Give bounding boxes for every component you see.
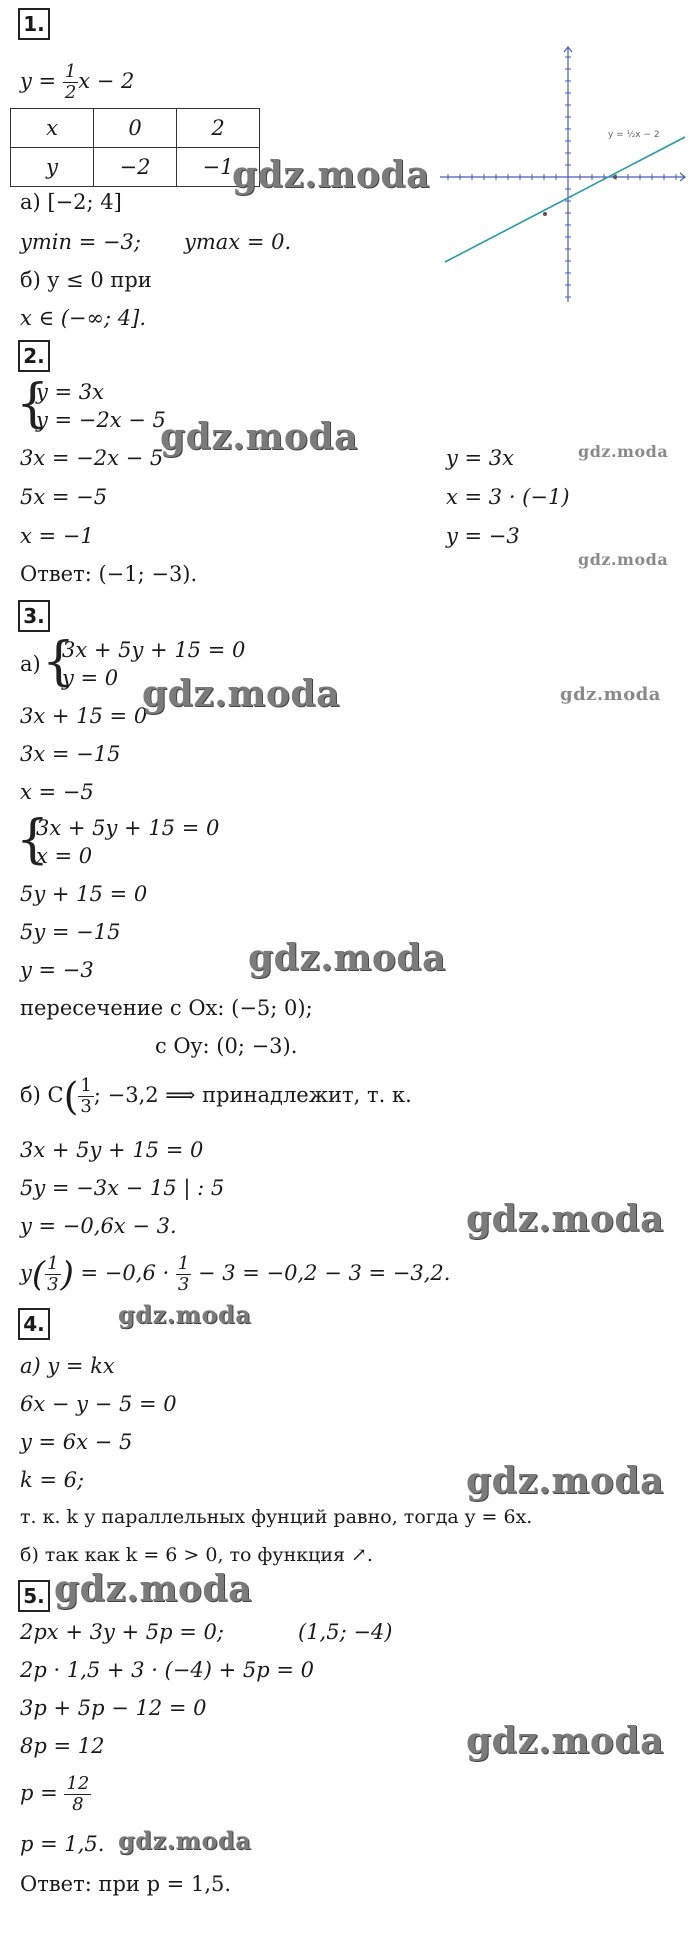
graph-label: y = ½x − 2 xyxy=(608,130,660,140)
table-cell: 0 xyxy=(94,109,177,148)
p4-step: 6x − y − 5 = 0 xyxy=(20,1392,177,1416)
p4-step: а) y = kx xyxy=(20,1354,115,1378)
watermark: gdz.moda xyxy=(578,442,669,461)
watermark: gdz.moda xyxy=(466,1198,664,1240)
system-brace: { xyxy=(16,810,50,870)
p4-explanation: т. к. k у параллельных фунций равно, тогда y = 6x. xyxy=(20,1506,533,1528)
p3-oy-intersection: с Oy: (0; −3). xyxy=(155,1034,298,1058)
p2-step: 3x = −2x − 5 xyxy=(20,446,164,470)
watermark: gdz.moda xyxy=(118,1300,252,1329)
p2-right-step: y = 3x xyxy=(446,446,515,470)
watermark: gdz.moda xyxy=(160,416,358,458)
function-line xyxy=(445,137,685,262)
p4-step: k = 6; xyxy=(20,1468,85,1492)
p1-interval: а) [−2; 4] xyxy=(20,190,122,214)
point-marker xyxy=(543,212,547,216)
watermark: gdz.moda xyxy=(466,1720,664,1762)
table-cell: −1 xyxy=(177,148,260,187)
p1-condition: б) y ≤ 0 при xyxy=(20,268,152,292)
p3-system-4: x = 0 xyxy=(36,844,93,868)
p4-step: y = 6x − 5 xyxy=(20,1430,133,1454)
watermark: gdz.moda xyxy=(142,673,340,715)
p1-ymin: ymin = −3; xyxy=(20,230,141,254)
watermark: gdz.moda xyxy=(232,154,430,196)
problem-4-number: 4. xyxy=(18,1308,50,1340)
p3-system-1: 3x + 5y + 15 = 0 xyxy=(62,638,246,662)
watermark: gdz.moda xyxy=(578,550,669,569)
p5-fraction-step: p = $\frac{12}{8}$ xyxy=(20,1773,90,1815)
p5-equation: 2px + 3y + 5p = 0; xyxy=(20,1620,224,1644)
p2-step: x = −1 xyxy=(20,524,94,548)
p1-ymax: ymax = 0. xyxy=(184,230,292,254)
p3-step: y = −0,6x − 3. xyxy=(20,1214,177,1238)
p3-ox-intersection: пересечение с Ox: (−5; 0); xyxy=(20,996,313,1020)
p3-step: x = −5 xyxy=(20,780,94,804)
problem-3-number: 3. xyxy=(18,600,50,632)
p3-system-3: 3x + 5y + 15 = 0 xyxy=(36,816,220,840)
problem-5-number: 5. xyxy=(18,1580,50,1612)
p2-right-step: x = 3 · (−1) xyxy=(446,485,570,509)
p3-step: y = −3 xyxy=(20,958,94,982)
p1-equation: y = $\frac{1}{2}$ x − 2 xyxy=(20,61,135,103)
p1-solution-set: x ∈ (−∞; 4]. xyxy=(20,306,146,330)
problem-2-number: 2. xyxy=(18,340,50,372)
p3-part-a-label: а) xyxy=(20,652,41,676)
p3-system-2: y = 0 xyxy=(62,666,119,690)
p4-part-b: б) так как k = 6 > 0, то функция ↗. xyxy=(20,1544,373,1566)
p3-step: 3x = −15 xyxy=(20,742,121,766)
p5-step: p = 1,5. xyxy=(20,1832,105,1856)
table-cell: −2 xyxy=(94,148,177,187)
problem-1-number: 1. xyxy=(18,8,50,40)
p3-step: 5y = −3x − 15 | : 5 xyxy=(20,1176,225,1200)
p3-step: 3x + 5y + 15 = 0 xyxy=(20,1138,204,1162)
watermark: gdz.moda xyxy=(560,684,661,705)
p3-check: y( $\frac{1}{3}$ ) = −0,6 · $\frac{1}{3}$ − 3 = −0,2 − 3 = −3,2. xyxy=(20,1253,451,1295)
watermark: gdz.moda xyxy=(466,1460,664,1502)
function-graph xyxy=(440,42,690,307)
p5-step: 8p = 12 xyxy=(20,1734,105,1758)
system-brace: { xyxy=(42,632,76,692)
watermark: gdz.moda xyxy=(54,1568,252,1610)
point-marker xyxy=(613,175,617,179)
p5-answer: Ответ: при p = 1,5. xyxy=(20,1872,232,1896)
p2-right-step: y = −3 xyxy=(446,524,520,548)
p5-step: 3p + 5p − 12 = 0 xyxy=(20,1696,207,1720)
p5-step: 2p · 1,5 + 3 · (−4) + 5p = 0 xyxy=(20,1658,314,1682)
p3-step: 5y + 15 = 0 xyxy=(20,882,148,906)
table-cell: 2 xyxy=(177,109,260,148)
p2-step: 5x = −5 xyxy=(20,485,108,509)
watermark: gdz.moda xyxy=(248,937,446,979)
p2-system-1: y = 3x xyxy=(36,380,105,404)
p3-step: 5y = −15 xyxy=(20,920,121,944)
p2-system-2: y = −2x − 5 xyxy=(36,408,166,432)
table-cell: y xyxy=(11,148,94,187)
table-cell: x xyxy=(11,109,94,148)
values-table xyxy=(10,108,260,187)
watermark: gdz.moda xyxy=(118,1826,252,1855)
p3-step: 3x + 15 = 0 xyxy=(20,704,148,728)
system-brace: { xyxy=(16,374,50,434)
p3-part-b: б) C( $\frac{1}{3}$ ; −3,2 ⟹ принадлежит, т. к. xyxy=(20,1074,412,1119)
p2-answer: Ответ: (−1; −3). xyxy=(20,562,198,586)
p5-point: (1,5; −4) xyxy=(298,1620,393,1644)
